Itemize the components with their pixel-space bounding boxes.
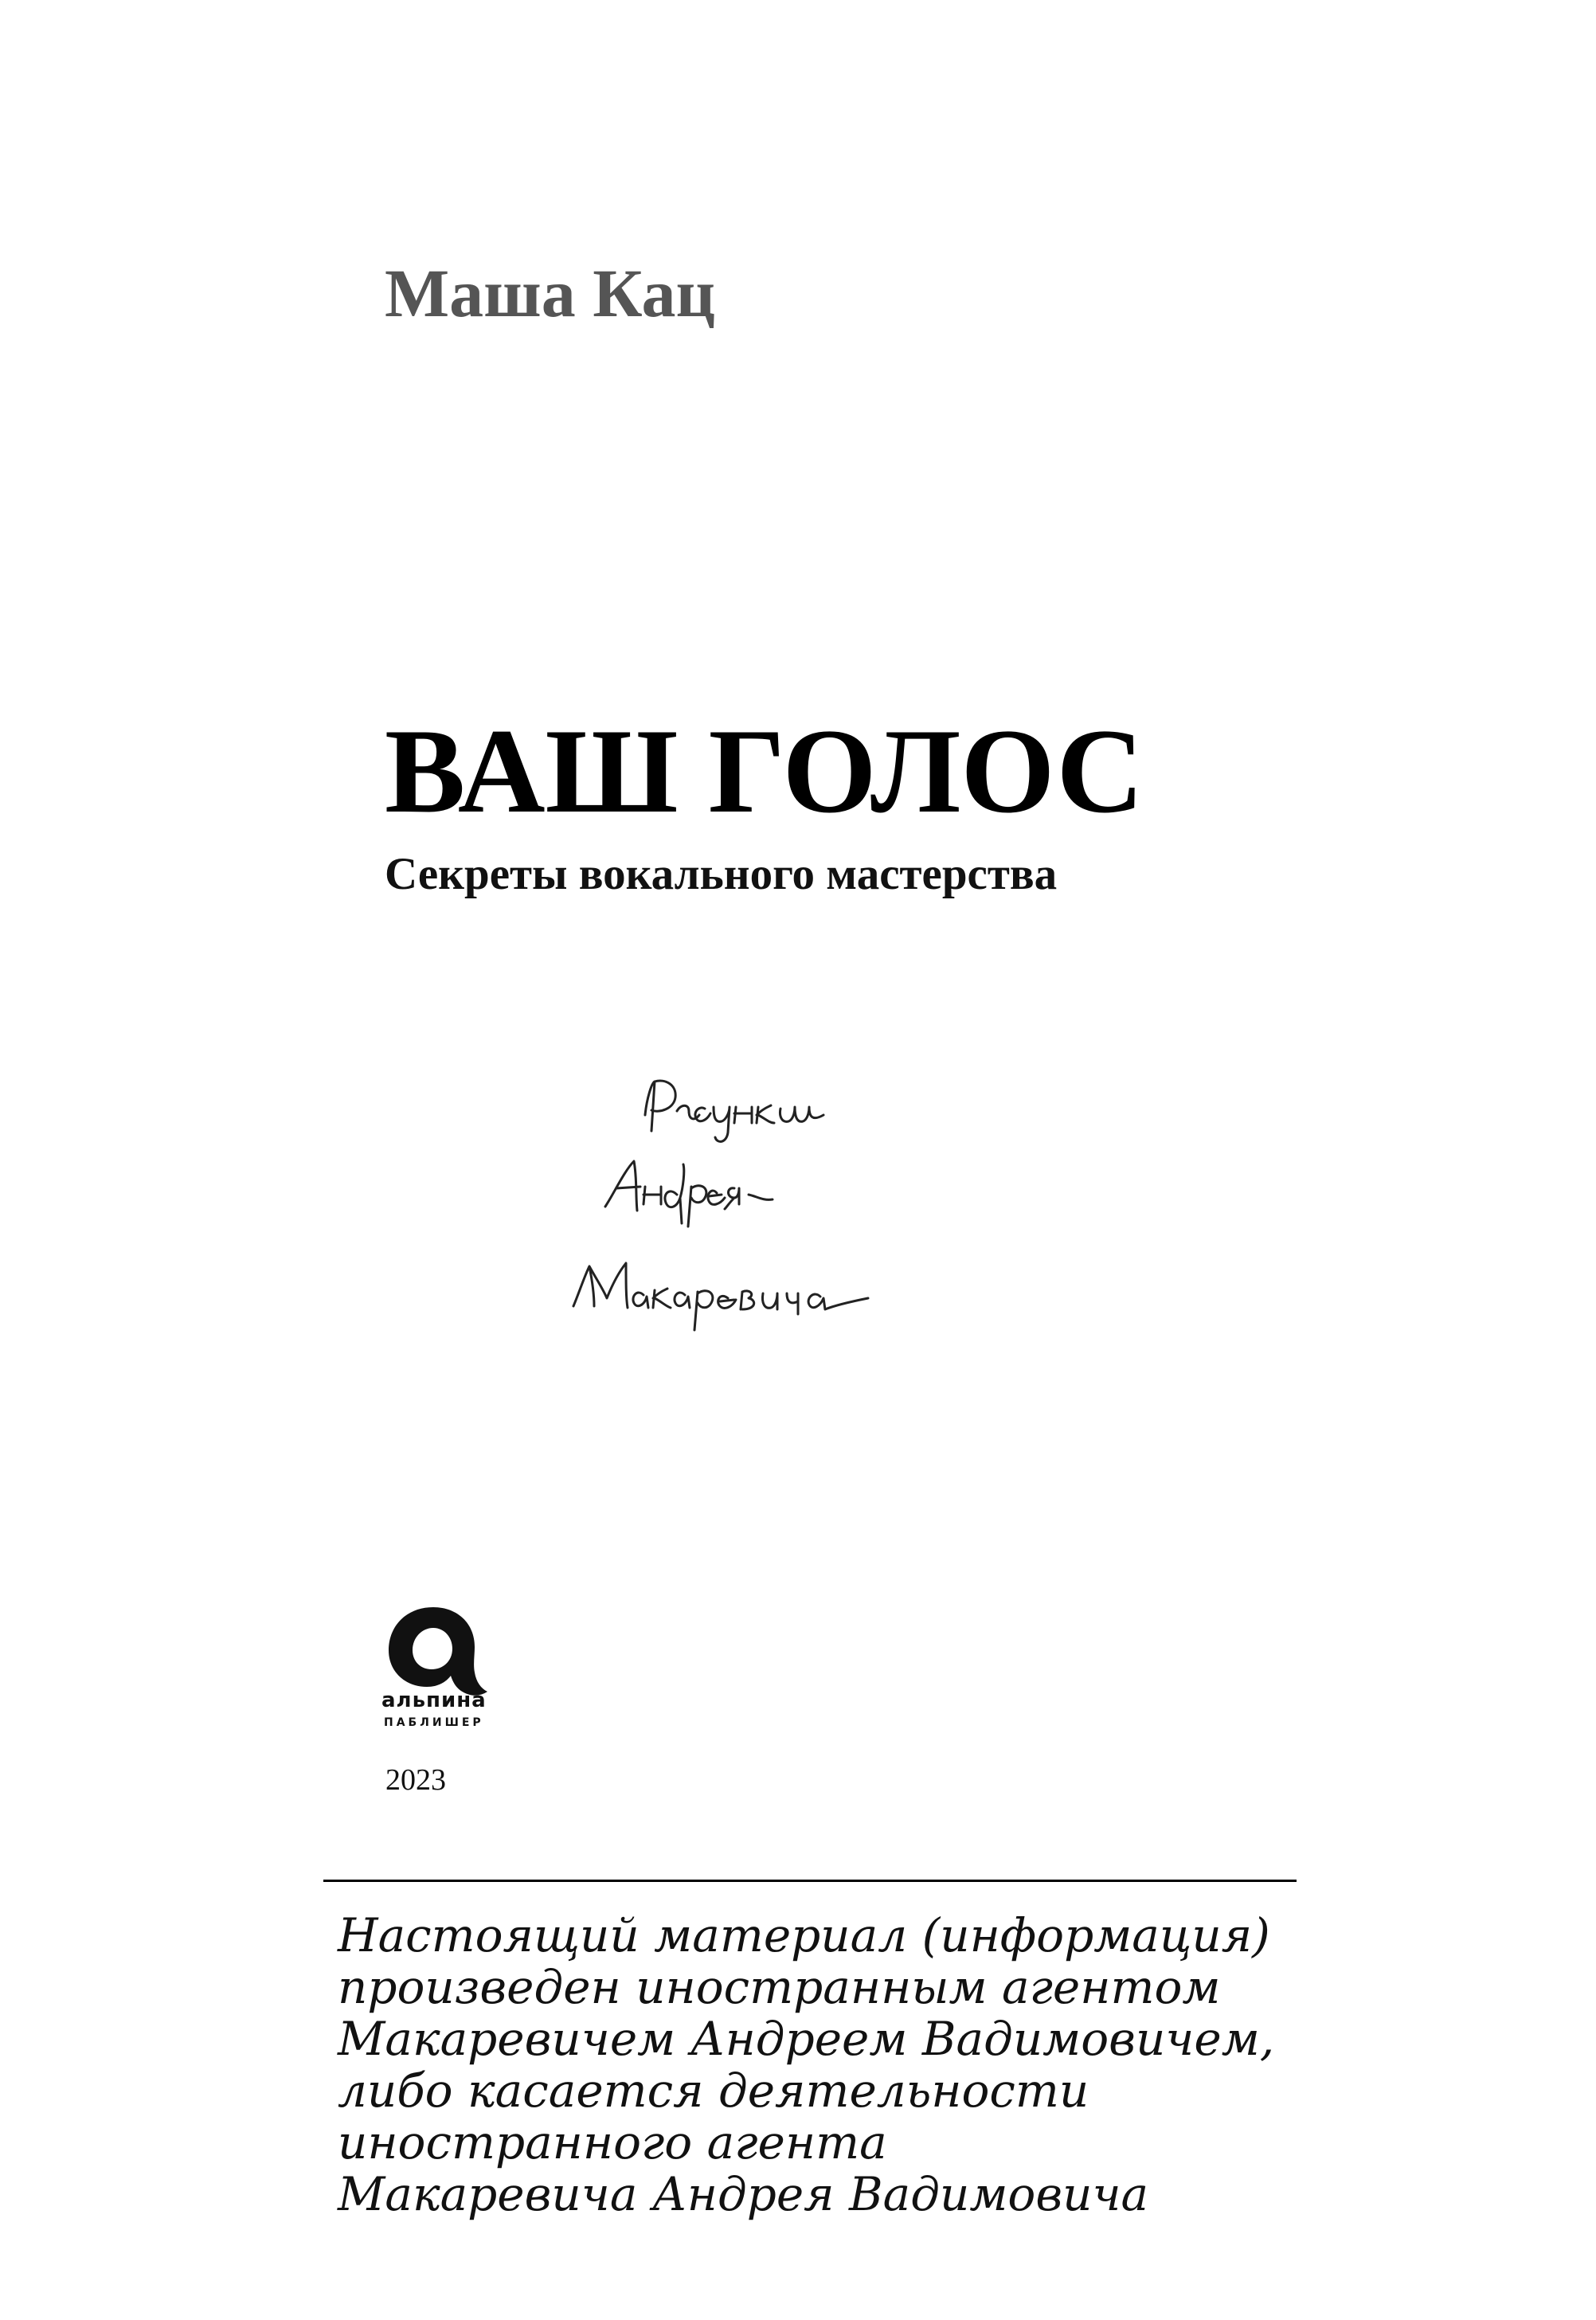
author-name: Маша Кац	[385, 255, 716, 331]
publication-year: 2023	[385, 1763, 446, 1797]
notice-line: иностранного агента	[338, 2115, 887, 2169]
notice-line: Макаревича Андрея Вадимовича	[338, 2167, 1149, 2221]
notice-line: произведен иностранным агентом	[338, 1960, 1221, 2014]
book-subtitle: Секреты вокального мастерства	[385, 849, 1058, 899]
handwritten-illustration-credit	[557, 1067, 988, 1354]
foreign-agent-notice	[338, 1910, 1293, 2220]
notice-line: Макаревичем Андреем Вадимовичем,	[338, 2012, 1275, 2066]
notice-line: Настоящий материал (информация)	[338, 1908, 1270, 1962]
notice-line: либо касается деятельности	[338, 2064, 1089, 2118]
divider-line	[323, 1880, 1297, 1882]
publisher-name: альпина	[381, 1688, 487, 1712]
book-title: ВАШ ГОЛОС	[385, 704, 1144, 838]
publisher-subname: ПАБЛИШЕР	[384, 1716, 484, 1729]
